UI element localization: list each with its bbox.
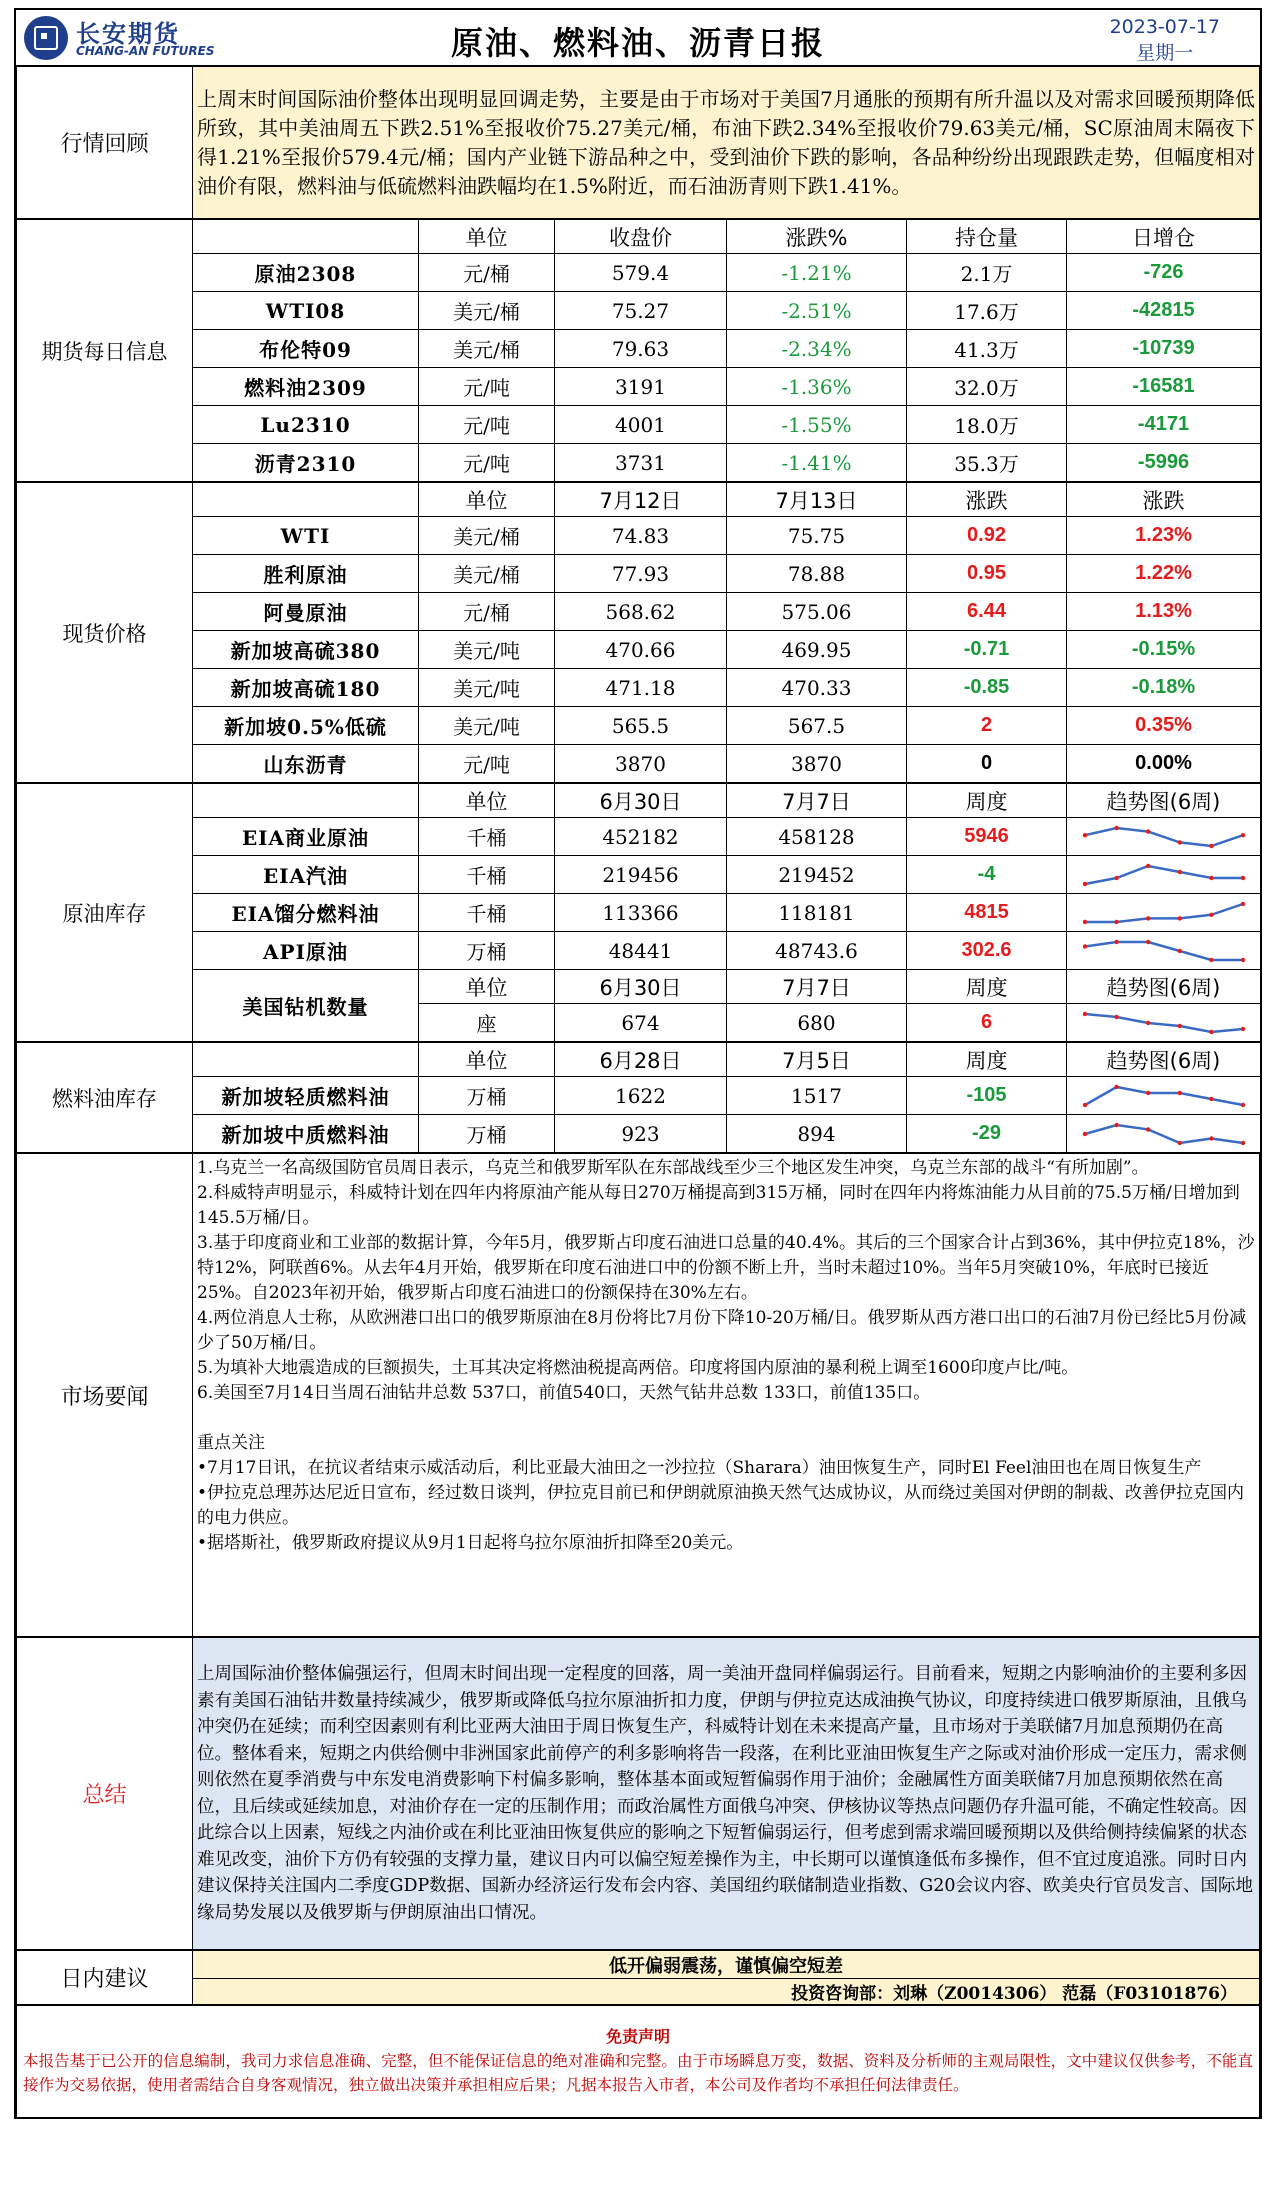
contract-name: 燃料油2309 (193, 368, 419, 406)
close-price: 75.27 (555, 292, 727, 330)
spot-row (17, 517, 1261, 555)
trend-point (1114, 1122, 1118, 1126)
price-change-pct: 0.00% (1067, 745, 1261, 783)
trend-point (1082, 1102, 1086, 1106)
price-day2: 3870 (727, 745, 907, 783)
trend-point (1114, 939, 1118, 943)
summary-text: 上周国际油价整体偏强运行，但周末时间出现一定程度的回落，周一美油开盘同样偏弱运行。目前看来，短期之内影响油价的主要利多因素有美国石油钻井数量持续减少，俄罗斯或降低乌拉尔原油折扣力度，伊朗与伊拉克达成油换气协议，印度持续进口俄罗斯原油，且俄乌冲突仍在延续；而利空因素则有利比亚两大油田于周日恢复生产，科威特计划在未来提高产量，且市场对于美联储7月加息预期仍在高位。整体看来，短期之内供给侧中非洲国家此前停产的利多影响将告一段落，在利比亚油田恢复生产之际或对油价形成一定压力，需求侧则依然在夏季消费与中东发电消费影响下村偏多影响，整体基本面或短暂偏弱作用于油价；金融属性方面美联储7月加息预期依然在高位，且后续或延续加息，对油价存在一定的压制作用；而政治属性方面俄乌冲突、伊核协议等热点问题仍存升温可能，不确定性较高。因此综合以上因素，短线之内油价或在利比亚油田恢复供应的影响之下短暂偏弱运行，但考虑到需求端回暖预期以及供给侧持续偏紧的状态难见改变，油价下方仍有较强的支撑力量，建议日内可以偏空短差操作为主，中长期可以谨慎逢低布多操作，但不宜过度追涨。同时日内建议保持关注国内二季度GDP数据、国新办经济运行发布会内容、美国纽约联储制造业指数、G20会议内容、欧美央行官员发言、国际地缘局势发展以及俄罗斯与伊朗原油出口情况。 (193, 1638, 1260, 1950)
futures-row (17, 330, 1261, 368)
trend-point (1177, 1090, 1181, 1094)
unit: 美元/吨 (419, 631, 555, 669)
value-prev: 1622 (555, 1077, 727, 1115)
trend-sparkline (1079, 1081, 1249, 1111)
futures-row (17, 444, 1261, 482)
column-header: 7月7日 (727, 784, 907, 818)
trend-point (1082, 944, 1086, 948)
price-day2: 567.5 (727, 707, 907, 745)
spot-section (16, 482, 1261, 783)
company-name-cn: 长安期货 (76, 20, 180, 48)
trend-point (1240, 1140, 1244, 1144)
column-header: 7月12日 (555, 483, 727, 517)
market-review-section (16, 66, 1260, 219)
weekly-change: -105 (907, 1077, 1067, 1115)
trend-point (1240, 901, 1244, 905)
trend-sparkline (1079, 898, 1249, 928)
price-change-pct: 1.23% (1067, 517, 1261, 555)
trend-point (1177, 869, 1181, 873)
open-interest: 17.6万 (907, 292, 1067, 330)
trend-point (1209, 875, 1213, 879)
trend-point (1177, 1023, 1181, 1027)
trend-line (1085, 828, 1243, 846)
column-header: 涨跌 (907, 483, 1067, 517)
column-header: 涨跌 (1067, 483, 1261, 517)
unit: 元/桶 (419, 593, 555, 631)
disclaimer-text: 本报告基于已公开的信息编制，我司力求信息准确、完整，但不能保证信息的绝对准确和完整。由于市场瞬息万变，数据、资料及分析师的主观局限性，文中建议仅供参考，不能直接作为交易依据，使用者需结合自身客观情况，独立做出决策并承担相应后果；凡据本报告入市者，本公司及作者均不承担任何法律责任。 (23, 2052, 1253, 2095)
weekly-change: 6 (907, 1004, 1067, 1042)
weekly-change: 4815 (907, 894, 1067, 932)
trend-point (1240, 833, 1244, 837)
weekday-text: 星期一 (1136, 42, 1194, 64)
price-day1: 77.93 (555, 555, 727, 593)
header-blank (193, 1043, 419, 1077)
column-header: 7月7日 (727, 970, 907, 1004)
column-header: 6月28日 (555, 1043, 727, 1077)
column-header: 涨跌% (727, 220, 907, 254)
trend-cell (1067, 1004, 1261, 1042)
weekly-change: 302.6 (907, 932, 1067, 970)
news-item: 5.为填补大地震造成的巨额损失，土耳其决定将燃油税提高两倍。印度将国内原油的暴利税上调至1600印度卢比/吨。 (197, 1358, 1079, 1378)
trend-point (1146, 829, 1150, 833)
advice-section (16, 1950, 1260, 2005)
news-item (197, 1406, 1255, 1431)
trend-point (1177, 840, 1181, 844)
consultants: 投资咨询部：刘琳（Z0014306） 范磊（F03101876） (193, 1979, 1260, 2005)
price-change: 0 (907, 745, 1067, 783)
trend-sparkline (1079, 1008, 1249, 1038)
trend-point (1240, 1102, 1244, 1106)
contract-name: 原油2308 (193, 254, 419, 292)
column-header: 单位 (419, 220, 555, 254)
daily-oi-change: -726 (1067, 254, 1261, 292)
spot-row (17, 745, 1261, 783)
close-price: 3191 (555, 368, 727, 406)
trend-line (1085, 866, 1243, 884)
column-header: 趋势图(6周) (1067, 784, 1261, 818)
trend-point (1177, 1140, 1181, 1144)
news-item: 3.基于印度商业和工业部的数据计算，今年5月，俄罗斯占印度石油进口总量的40.4%。其后的三个国家合计占到36%，其中伊拉克18%，沙特12%，阿联酋6%。从去年4月开始，俄罗斯在印度石油进口中的份额不断上升，当时未超过10%。当年5月突破10%，年底时已接近25%。自2023年初开始，俄罗斯占印度石油进口的份额保持在30%左右。 (197, 1233, 1255, 1303)
column-header: 单位 (419, 1043, 555, 1077)
price-day1: 568.62 (555, 593, 727, 631)
value-prev: 674 (555, 1004, 727, 1042)
futures-section (16, 219, 1261, 482)
unit: 元/吨 (419, 745, 555, 783)
open-interest: 32.0万 (907, 368, 1067, 406)
unit: 万桶 (419, 1077, 555, 1115)
contract-name: 布伦特09 (193, 330, 419, 368)
spot-name: WTI (193, 517, 419, 555)
news-item: 4.两位消息人士称，从欧洲港口出口的俄罗斯原油在8月份将比7月份下降10-20万桶/日。俄罗斯从西方港口出口的石油7月份已经比5月份减少了50万桶/日。 (197, 1308, 1247, 1353)
trend-sparkline (1079, 1119, 1249, 1149)
spot-row (17, 669, 1261, 707)
inventory-section (16, 783, 1261, 1042)
value-curr: 219452 (727, 856, 907, 894)
column-header: 6月30日 (555, 784, 727, 818)
fuel-inventory-label: 燃料油库存 (17, 1043, 193, 1153)
price-day2: 78.88 (727, 555, 907, 593)
weekly-change: -4 (907, 856, 1067, 894)
price-change: -0.85 (907, 669, 1067, 707)
futures-label: 期货每日信息 (17, 220, 193, 482)
fuel-inventory-row (17, 1115, 1261, 1153)
trend-point (1209, 1029, 1213, 1033)
report-page (14, 0, 1262, 2119)
header-blank (193, 220, 419, 254)
trend-point (1209, 1136, 1213, 1140)
inventory-row (17, 894, 1261, 932)
value-prev: 48441 (555, 932, 727, 970)
contract-name: 沥青2310 (193, 444, 419, 482)
close-price: 4001 (555, 406, 727, 444)
value-curr: 118181 (727, 894, 907, 932)
column-header: 7月13日 (727, 483, 907, 517)
news-item: •7月17日讯，在抗议者结束示威活动后，利比亚最大油田之一沙拉拉（Sharara）油田恢复生产，同时El Feel油田也在周日恢复生产 (197, 1458, 1202, 1478)
trend-point (1146, 863, 1150, 867)
price-change: 0.95 (907, 555, 1067, 593)
report-title: 原油、燃料油、沥青日报 (450, 24, 825, 62)
trend-point (1146, 939, 1150, 943)
inventory-name: EIA馏分燃料油 (193, 894, 419, 932)
unit: 座 (419, 1004, 555, 1042)
change-pct: -1.36% (727, 368, 907, 406)
futures-row (17, 368, 1261, 406)
column-header: 趋势图(6周) (1067, 970, 1261, 1004)
open-interest: 18.0万 (907, 406, 1067, 444)
trend-cell (1067, 932, 1261, 970)
trend-point (1146, 1020, 1150, 1024)
change-pct: -1.41% (727, 444, 907, 482)
trend-point (1082, 881, 1086, 885)
trend-point (1114, 919, 1118, 923)
spot-name: 新加坡高硫180 (193, 669, 419, 707)
unit: 万桶 (419, 1115, 555, 1153)
change-pct: -1.55% (727, 406, 907, 444)
unit: 千桶 (419, 856, 555, 894)
inventory-row (17, 932, 1261, 970)
fuel-inventory-section (16, 1042, 1261, 1153)
advice-label: 日内建议 (17, 1951, 193, 2005)
trend-point (1082, 919, 1086, 923)
disclaimer-title: 免责声明 (605, 2027, 670, 2047)
trend-cell (1067, 856, 1261, 894)
spot-row (17, 707, 1261, 745)
price-change: -0.71 (907, 631, 1067, 669)
weekly-change: 5946 (907, 818, 1067, 856)
trend-point (1209, 1096, 1213, 1100)
price-change-pct: -0.18% (1067, 669, 1261, 707)
price-change-pct: -0.15% (1067, 631, 1261, 669)
trend-line (1085, 1014, 1243, 1032)
trend-point (1146, 916, 1150, 920)
trend-sparkline (1079, 936, 1249, 966)
price-day1: 565.5 (555, 707, 727, 745)
unit: 元/桶 (419, 254, 555, 292)
price-day1: 74.83 (555, 517, 727, 555)
daily-oi-change: -10739 (1067, 330, 1261, 368)
trend-point (1209, 957, 1213, 961)
change-pct: -1.21% (727, 254, 907, 292)
summary-label: 总结 (17, 1638, 193, 1950)
inventory-name: EIA商业原油 (193, 818, 419, 856)
fuel-inventory-row (17, 1077, 1261, 1115)
inventory-row (17, 856, 1261, 894)
close-price: 3731 (555, 444, 727, 482)
trend-line (1085, 904, 1243, 922)
trend-point (1240, 1026, 1244, 1030)
unit: 元/吨 (419, 444, 555, 482)
spot-name: 胜利原油 (193, 555, 419, 593)
price-change-pct: 1.22% (1067, 555, 1261, 593)
futures-row (17, 254, 1261, 292)
market-review-text: 上周末时间国际油价整体出现明显回调走势，主要是由于市场对于美国7月通胀的预期有所升温以及对需求回暖预期降低所致，其中美油周五下跌2.51%至报收价75.27美元/桶，布油下跌2.34%至报收价79.63美元/桶，SC原油周末隔夜下得1.21%至报价579.4元/桶；国内产业链下游品种之中，受到油价下跌的影响，各品种纷纷出现跟跌走势，但幅度相对油价有限，燃料油与低硫燃料油跌幅均在1.5%附近，而石油沥青则下跌1.41%。 (193, 67, 1260, 219)
futures-row (17, 292, 1261, 330)
news-item: 6.美国至7月14日当周石油钻井总数 537口，前值540口，天然气钻井总数 133口，前值135口。 (197, 1383, 931, 1403)
company-name-en: CHANG-AN FUTURES (76, 44, 215, 58)
value-prev: 113366 (555, 894, 727, 932)
summary-section (16, 1637, 1260, 1950)
trend-cell (1067, 818, 1261, 856)
trend-point (1209, 843, 1213, 847)
unit: 元/吨 (419, 406, 555, 444)
spot-name: 阿曼原油 (193, 593, 419, 631)
spot-name: 新加坡0.5%低硫 (193, 707, 419, 745)
unit: 美元/桶 (419, 292, 555, 330)
price-day2: 575.06 (727, 593, 907, 631)
open-interest: 35.3万 (907, 444, 1067, 482)
unit: 千桶 (419, 818, 555, 856)
trend-point (1240, 875, 1244, 879)
inventory-name: API原油 (193, 932, 419, 970)
advice-text: 低开偏弱震荡，谨慎偏空短差 (193, 1951, 1260, 1979)
header-blank (193, 483, 419, 517)
trend-point (1177, 948, 1181, 952)
spot-label: 现货价格 (17, 483, 193, 783)
unit: 美元/吨 (419, 669, 555, 707)
column-header: 周度 (907, 784, 1067, 818)
inventory-name: EIA汽油 (193, 856, 419, 894)
price-change: 6.44 (907, 593, 1067, 631)
trend-cell (1067, 1077, 1261, 1115)
column-header: 趋势图(6周) (1067, 1043, 1261, 1077)
column-header: 7月5日 (727, 1043, 907, 1077)
spot-row (17, 631, 1261, 669)
column-header: 单位 (419, 784, 555, 818)
value-prev: 923 (555, 1115, 727, 1153)
unit: 元/吨 (419, 368, 555, 406)
disclaimer-section (16, 2005, 1260, 2119)
price-day1: 3870 (555, 745, 727, 783)
column-header: 持仓量 (907, 220, 1067, 254)
column-header: 6月30日 (555, 970, 727, 1004)
news-section (16, 1153, 1260, 1637)
trend-line (1085, 942, 1243, 960)
trend-point (1082, 833, 1086, 837)
trend-sparkline (1079, 860, 1249, 890)
column-header: 单位 (419, 970, 555, 1004)
value-curr: 894 (727, 1115, 907, 1153)
unit: 美元/桶 (419, 517, 555, 555)
trend-point (1114, 825, 1118, 829)
rig-count-name: 美国钻机数量 (193, 970, 419, 1042)
trend-point (1114, 1014, 1118, 1018)
trend-point (1114, 875, 1118, 879)
report-body (14, 66, 1262, 2119)
trend-cell (1067, 1115, 1261, 1153)
close-price: 79.63 (555, 330, 727, 368)
trend-line (1085, 1087, 1243, 1105)
price-change: 0.92 (907, 517, 1067, 555)
spot-row (17, 593, 1261, 631)
news-list (193, 1154, 1260, 1637)
news-item: •伊拉克总理苏达尼近日宣布，经过数日谈判，伊拉克目前已和伊朗就原油换天然气达成协议，从而绕过美国对伊朗的制裁、改善伊拉克国内的电力供应。 (197, 1483, 1245, 1528)
trend-point (1082, 1131, 1086, 1135)
news-item: •据塔斯社，俄罗斯政府提议从9月1日起将乌拉尔原油折扣降至20美元。 (197, 1533, 744, 1553)
contract-name: WTI08 (193, 292, 419, 330)
column-header: 日增仓 (1067, 220, 1261, 254)
value-curr: 1517 (727, 1077, 907, 1115)
price-day2: 469.95 (727, 631, 907, 669)
daily-oi-change: -42815 (1067, 292, 1261, 330)
report-date (1110, 14, 1220, 66)
news-item: 1.乌克兰一名高级国防官员周日表示，乌克兰和俄罗斯军队在东部战线至少三个地区发生冲突，乌克兰东部的战斗“有所加剧”。 (197, 1158, 1149, 1178)
trend-point (1240, 957, 1244, 961)
trend-point (1114, 1084, 1118, 1088)
news-item: 重点关注 (197, 1433, 265, 1453)
column-header: 单位 (419, 483, 555, 517)
column-header: 周度 (907, 970, 1067, 1004)
unit: 美元/吨 (419, 707, 555, 745)
change-pct: -2.34% (727, 330, 907, 368)
open-interest: 41.3万 (907, 330, 1067, 368)
value-prev: 452182 (555, 818, 727, 856)
futures-row (17, 406, 1261, 444)
value-curr: 458128 (727, 818, 907, 856)
spot-name: 山东沥青 (193, 745, 419, 783)
weekly-change: -29 (907, 1115, 1067, 1153)
column-header: 收盘价 (555, 220, 727, 254)
column-header: 周度 (907, 1043, 1067, 1077)
trend-point (1209, 912, 1213, 916)
price-day2: 75.75 (727, 517, 907, 555)
fuel-name: 新加坡中质燃料油 (193, 1115, 419, 1153)
change-pct: -2.51% (727, 292, 907, 330)
value-curr: 680 (727, 1004, 907, 1042)
spot-row (17, 555, 1261, 593)
trend-line (1085, 1125, 1243, 1143)
close-price: 579.4 (555, 254, 727, 292)
inventory-row (17, 818, 1261, 856)
value-curr: 48743.6 (727, 932, 907, 970)
trend-point (1177, 916, 1181, 920)
report-header (14, 8, 1262, 66)
unit: 美元/桶 (419, 330, 555, 368)
price-change: 2 (907, 707, 1067, 745)
news-item: 2.科威特声明显示，科威特计划在四年内将原油产能从每日270万桶提高到315万桶，同时在四年内将炼油能力从目前的75.5万桶/日增加到145.5万桶/日。 (197, 1183, 1240, 1228)
unit: 万桶 (419, 932, 555, 970)
open-interest: 2.1万 (907, 254, 1067, 292)
unit: 美元/桶 (419, 555, 555, 593)
trend-sparkline (1079, 822, 1249, 852)
value-prev: 219456 (555, 856, 727, 894)
trend-point (1146, 1127, 1150, 1131)
daily-oi-change: -16581 (1067, 368, 1261, 406)
fuel-name: 新加坡轻质燃料油 (193, 1077, 419, 1115)
price-day1: 471.18 (555, 669, 727, 707)
price-change-pct: 1.13% (1067, 593, 1261, 631)
market-review-label: 行情回顾 (17, 67, 193, 219)
spot-name: 新加坡高硫380 (193, 631, 419, 669)
inventory-label: 原油库存 (17, 784, 193, 1042)
header-blank (193, 784, 419, 818)
price-change-pct: 0.35% (1067, 707, 1261, 745)
daily-oi-change: -5996 (1067, 444, 1261, 482)
unit: 千桶 (419, 894, 555, 932)
trend-point (1082, 1011, 1086, 1015)
date-text: 2023-07-17 (1109, 16, 1220, 38)
trend-cell (1067, 894, 1261, 932)
contract-name: Lu2310 (193, 406, 419, 444)
price-day2: 470.33 (727, 669, 907, 707)
trend-point (1146, 1090, 1150, 1094)
news-label: 市场要闻 (17, 1154, 193, 1637)
daily-oi-change: -4171 (1067, 406, 1261, 444)
price-day1: 470.66 (555, 631, 727, 669)
